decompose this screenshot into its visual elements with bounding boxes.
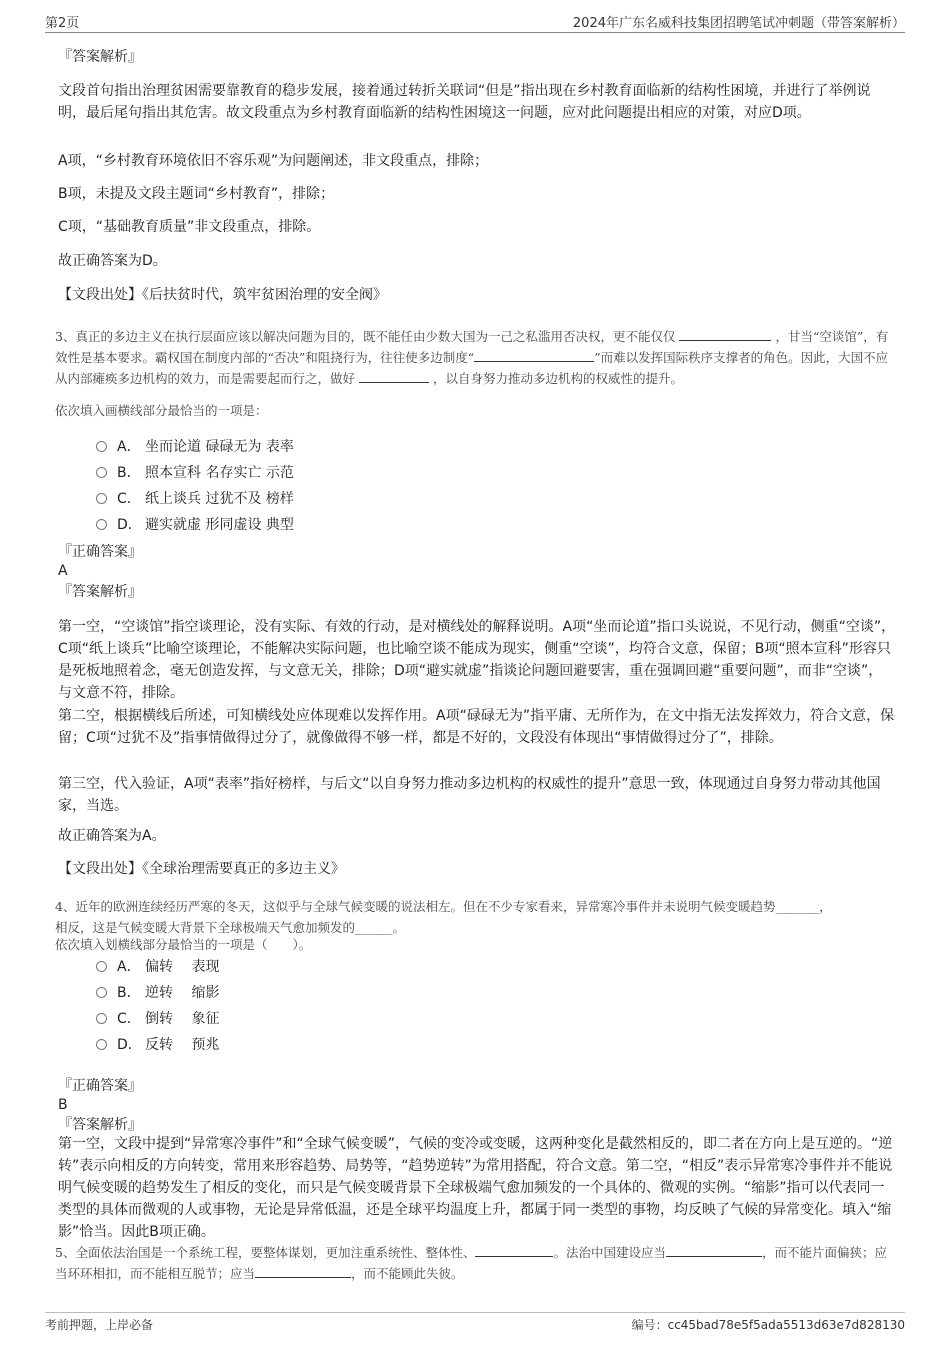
q3-answer: A — [58, 563, 68, 579]
radio-icon[interactable] — [96, 519, 107, 530]
radio-icon[interactable] — [96, 467, 107, 478]
q2-option-a-note: A项，“乡村教育环境依旧不容乐观”为问题阐述，非文段重点，排除； — [58, 153, 489, 169]
q2-analysis-paragraph: 文段首句指出治理贫困需要靠教育的稳步发展，接着通过转折关联词“但是”指出现在乡村教育面临新的结构性困境，并进行了举例说明，最后尾句指出其危害。故文段重点为乡村教育面临新的结构性困境这一问题，应对此问题提出相应的对策，对应D项。 — [58, 83, 871, 121]
q3-blank-1 — [679, 326, 771, 341]
q3-blank-3 — [359, 368, 429, 383]
q3-option-b[interactable]: B． 照本宣科 名存实亡 示范 — [96, 463, 294, 483]
q3-analysis-label: 『答案解析』 — [58, 584, 142, 600]
q3-conclusion: 故正确答案为A。 — [58, 828, 166, 844]
q5-blank-2 — [666, 1242, 762, 1257]
q3-source: 【文段出处】《全球治理需要真正的多边主义》 — [58, 861, 345, 877]
radio-icon[interactable] — [96, 987, 107, 998]
q4-option-b[interactable]: B． 逆转 缩影 — [96, 983, 219, 1003]
q3-analysis-3: 第三空，代入验证，A项“表率”指好榜样，与后文“以自身努力推动多边机构的权威性的提升”意思一致，体现通过自身努力带动其他国家，当选。 — [58, 776, 881, 814]
q3-analysis-1: 第一空，“空谈馆”指空谈理论，没有实际、有效的行动，是对横线处的解释说明。A项“坐而论道”指口头说说，不见行动，侧重“空谈”，C项“纸上谈兵”比喻空谈理论，不能解决实际问题，也比喻空谈不能成为现实，侧重“空谈”，均符合文意，保留；B项“照本宣科”形容只是死板地照着念，毫无创造发挥，与文意无关，排除；D项“避实就虚”指谈论问题回避要害，重在强调回避“重要问题”，而非“空谈”，与文意不符，排除。 — [58, 619, 896, 701]
q3-option-a[interactable]: A． 坐而论道 碌碌无为 表率 — [96, 437, 294, 457]
q2-source: 【文段出处】《后扶贫时代，筑牢贫困治理的安全阀》 — [58, 287, 387, 303]
q3-blank-2 — [474, 347, 594, 362]
q2-option-c-note: C项，“基础教育质量”非文段重点，排除。 — [58, 219, 321, 235]
q5-blank-3 — [255, 1263, 351, 1278]
page-number: 第2页 — [45, 16, 80, 31]
q2-option-b-note: B项，未提及文段主题词“乡村教育”，排除； — [58, 186, 335, 202]
q4-answer: B — [58, 1097, 68, 1113]
q3-analysis-2: 第二空，根据横线后所述，可知横线处应体现难以发挥作用。A项“碌碌无为”指平庸、无所作为，在文中指无法发挥效力，符合文意，保留；C项“过犹不及”指事情做得过分了，就像做得不够一样，都是不好的，文段没有体现出“事情做得过分了”，排除。 — [58, 708, 895, 746]
radio-icon[interactable] — [96, 1013, 107, 1024]
document-id: 编号：cc45bad78e5f5ada5513d63e7d828130 — [631, 1318, 905, 1332]
q3-stem: 3、真正的多边主义在执行层面应该以解决问题为目的，既不能任由少数大国为一己之私滥用否决权，更不能仅仅 ，甘当“空谈馆”，有效性是基本要求。霸权国在制度内部的“否决”和阻挠行为，往往使多边制度“ ”而难以发挥国际秩序支撑者的角色。因此，大国不应从内部瘫痪多边机构的效力，而是需要起而行之，做好 ，以自身努力推动多边机构的权威性的提升。 — [55, 326, 895, 389]
q3-answer-label: 『正确答案』 — [58, 544, 142, 560]
radio-icon[interactable] — [96, 493, 107, 504]
radio-icon[interactable] — [96, 961, 107, 972]
document-title: 2024年广东名威科技集团招聘笔试冲刺题（带答案解析） — [572, 16, 905, 31]
q3-option-c[interactable]: C． 纸上谈兵 过犹不及 榜样 — [96, 489, 294, 509]
q4-answer-label: 『正确答案』 — [58, 1078, 142, 1094]
footer-slogan: 考前押题，上岸必备 — [45, 1318, 154, 1332]
q2-conclusion: 故正确答案为D。 — [58, 253, 167, 269]
radio-icon[interactable] — [96, 441, 107, 452]
q2-analysis-label: 『答案解析』 — [58, 49, 142, 65]
q4-option-a[interactable]: A． 偏转 表现 — [96, 957, 219, 977]
q3-prompt: 依次填入画横线部分最恰当的一项是： — [55, 403, 268, 418]
page-header — [45, 12, 905, 33]
q4-analysis-label: 『答案解析』 — [58, 1117, 142, 1133]
q5-blank-1 — [475, 1242, 553, 1257]
page-footer — [45, 1312, 905, 1338]
q4-option-c[interactable]: C． 倒转 象征 — [96, 1009, 219, 1029]
q4-option-d[interactable]: D． 反转 预兆 — [96, 1035, 219, 1055]
radio-icon[interactable] — [96, 1039, 107, 1050]
q3-option-d[interactable]: D． 避实就虚 形同虚设 典型 — [96, 515, 294, 535]
q5-stem: 5、全面依法治国是一个系统工程，要整体谋划，更加注重系统性、整体性、 。法治中国建设应当 ，而不能片面偏狭；应当环环相扣，而不能相互脱节；应当 ，而不能顾此失彼。 — [55, 1242, 895, 1284]
q4-prompt: 依次填入划横线部分最恰当的一项是（ ）。 — [55, 937, 312, 952]
q4-stem: 4、近年的欧洲连续经历严寒的冬天，这似乎与全球气候变暖的说法相左。但在不少专家看来，异常寒冷事件并未说明气候变暖趋势_______， 相反，这是气候变暖大背景下全球极端天气愈加频发的______。 — [55, 899, 832, 935]
q4-analysis: 第一空，文段中提到“异常寒冷事件”和“全球气候变暖”，气候的变冷或变暖，这两种变化是截然相反的，即二者在方向上是互逆的。“逆转”表示向相反的方向转变，常用来形容趋势、局势等，“趋势逆转”为常用搭配，符合文意。第二空，“相反”表示异常寒冷事件并不能说明气候变暖的趋势发生了相反的变化，而只是气候变暖背景下全球极端气愈加频发的一个具体的、微观的实例。“缩影”指可以代表同一类型的具体而微观的人或事物，无论是异常低温，还是全球平均温度上升，都属于同一类型的事物，均反映了气候的异常变化。填入“缩影”恰当。因此B项正确。 — [58, 1136, 893, 1240]
